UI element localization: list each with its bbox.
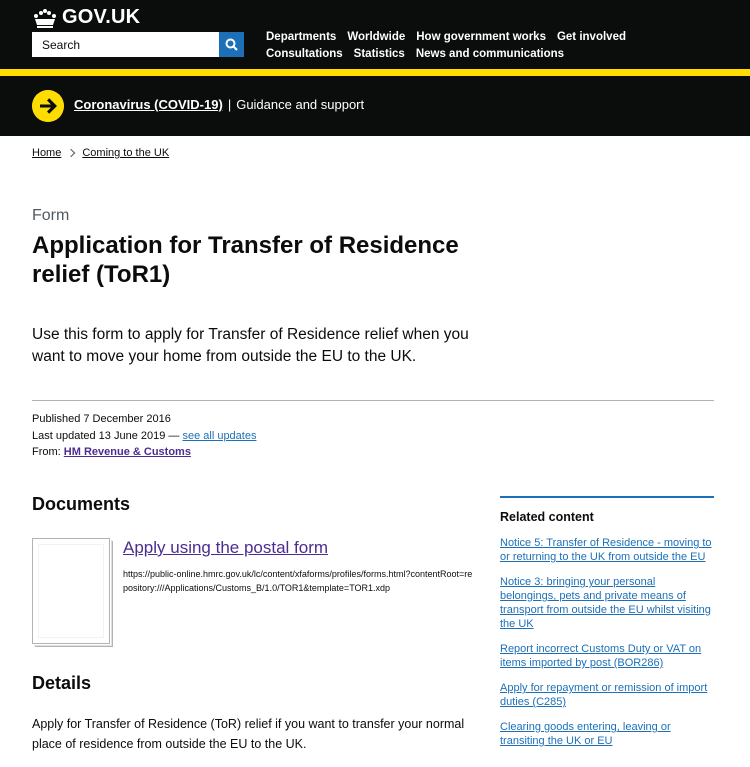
banner-text	[74, 97, 364, 112]
nav-statistics[interactable]: Statistics	[353, 48, 405, 60]
breadcrumb	[32, 147, 169, 159]
banner-separator: |	[227, 97, 232, 112]
last-updated	[32, 428, 256, 445]
nav-departments[interactable]: Departments	[266, 31, 337, 43]
site-header	[0, 0, 750, 69]
related-link[interactable]: Notice 5: Transfer of Residence - moving to or returning to the UK from outside the EU	[500, 537, 712, 563]
search-icon	[225, 38, 238, 51]
from-label: From:	[32, 446, 61, 458]
related-content-heading: Related content	[500, 510, 594, 524]
header-navigation	[266, 29, 646, 63]
document-link[interactable]: Apply using the postal form	[123, 538, 329, 557]
logo-text: GOV.UK	[62, 6, 141, 28]
nav-consultations[interactable]: Consultations	[266, 48, 343, 60]
from-organisation	[32, 444, 256, 461]
search-button[interactable]	[219, 32, 244, 57]
document-thumbnail[interactable]	[32, 538, 110, 644]
nav-news-and-communications[interactable]: News and communications	[415, 48, 565, 60]
divider	[32, 400, 714, 401]
details-text: Apply for Transfer of Residence (ToR) relief if you want to transfer your normal place of residence from outside the EU to the UK.	[32, 717, 465, 751]
coronavirus-link[interactable]: Coronavirus (COVID-19)	[74, 97, 223, 112]
breadcrumb-home[interactable]: Home	[32, 147, 62, 159]
page-lead: Use this form to apply for Transfer of Residence relief when you want to move your home from outside the EU to the UK.	[32, 326, 469, 365]
nav-get-involved[interactable]: Get involved	[556, 31, 626, 43]
related-link[interactable]: Apply for repayment or remission of import duties (C285)	[500, 682, 708, 708]
related-content	[500, 496, 714, 759]
details-heading: Details	[32, 673, 92, 693]
crown-icon	[32, 8, 58, 28]
published-date: Published 7 December 2016	[32, 413, 171, 425]
organisation-link[interactable]: HM Revenue & Customs	[63, 446, 191, 458]
breadcrumb-coming-to-uk[interactable]: Coming to the UK	[82, 147, 170, 159]
covid-banner	[0, 76, 750, 136]
related-link[interactable]: Clearing goods entering, leaving or transiting the UK or EU	[500, 721, 671, 747]
document-page-icon	[38, 544, 104, 638]
page-title: Application for Transfer of Residence relief (ToR1)	[32, 232, 459, 288]
header-yellow-stripe	[0, 69, 750, 76]
nav-worldwide[interactable]: Worldwide	[347, 31, 406, 43]
documents-heading: Documents	[32, 494, 131, 514]
related-link[interactable]: Notice 3: bringing your personal belongings, pets and private means of transport from outside the EU whilst visiting the UK	[500, 576, 711, 630]
related-link[interactable]: Report incorrect Customs Duty or VAT on items imported by post (BOR286)	[500, 643, 702, 669]
last-updated-text: Last updated 13 June 2019 —	[32, 429, 180, 442]
page-caption: Form	[32, 207, 70, 224]
see-all-updates-link[interactable]: see all updates	[182, 429, 257, 442]
chevron-right-icon	[67, 149, 75, 157]
document-url: https://public-online.hmrc.gov.uk/lc/content/xfaforms/profiles/forms.html?contentRoot=repository:///Applications/Customs_B/1.0/TOR1&template=TOR1.xdp	[123, 569, 473, 593]
search-form	[32, 32, 244, 57]
banner-guidance-text: Guidance and support	[236, 97, 365, 112]
nav-how-government-works[interactable]: How government works	[416, 31, 546, 43]
arrow-right-icon	[32, 90, 64, 122]
govuk-logo-link[interactable]	[32, 6, 140, 29]
publication-metadata	[32, 411, 256, 461]
search-input[interactable]	[32, 32, 219, 57]
